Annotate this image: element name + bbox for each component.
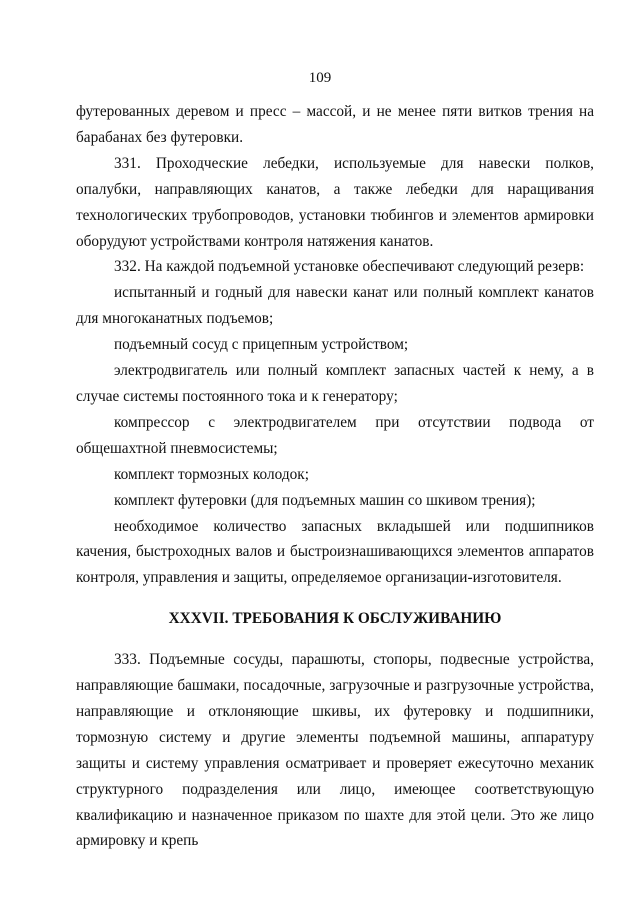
section-heading: XXXVII. ТРЕБОВАНИЯ К ОБСЛУЖИВАНИЮ bbox=[168, 610, 502, 628]
document-body bbox=[76, 99, 594, 854]
reserve-item-lining: комплект футеровки (для подъемных машин со шкивом трения); bbox=[114, 491, 536, 509]
reserve-item-brake-pads: комплект тормозных колодок; bbox=[114, 465, 309, 483]
reserve-item-motor: электродвигатель или полный комплект запасных частей к нему, а в случае системы постоянного тока и к генератору; bbox=[76, 362, 594, 405]
reserve-item-bearings: необходимое количество запасных вкладышей или подшипников качения, быстроходных валов и быстроизнашивающихся элементов аппаратов контроля, управления и защиты, определяемое организации-изготовителя. bbox=[76, 517, 594, 587]
paragraph-continuation: футерованных деревом и пресс – массой, и не менее пяти витков трения на барабанах без футеровки. bbox=[76, 103, 594, 146]
reserve-item-rope: испытанный и годный для навески канат или полный комплект канатов для многоканатных подъемов; bbox=[76, 284, 594, 328]
page-number: 109 bbox=[308, 70, 332, 86]
paragraph-331: 331. Проходческие лебедки, используемые для навески полков, опалубки, направляющих канатов, а также лебедки для наращивания технологических трубопроводов, установки тюбингов и элементов армировки оборудуют устройствами контроля натяжения канатов. bbox=[76, 154, 594, 250]
reserve-item-vessel: подъемный сосуд с прицепным устройством; bbox=[114, 336, 409, 354]
paragraph-333: 333. Подъемные сосуды, парашюты, стопоры, подвесные устройства, направляющие башмаки, посадочные, загрузочные и разгрузочные устройства, направляющие и отклоняющие шкивы, их футеровку и подшипники, тормозную систему и другие элементы подъемной машины, аппаратуру защиты и систему управления осматривает и проверяет ежесуточно механик структурного подразделения или лицо, имеющее соответствующую квалификацию и назначенное приказом по шахте для этой цели. Это же лицо армировку и крепь bbox=[76, 651, 594, 850]
reserve-item-compressor: компрессор с электродвигателем при отсутствии подвода от общешахтной пневмосистемы; bbox=[76, 413, 594, 457]
paragraph-332: 332. На каждой подъемной установке обеспечивают следующий резерв: bbox=[114, 258, 585, 276]
